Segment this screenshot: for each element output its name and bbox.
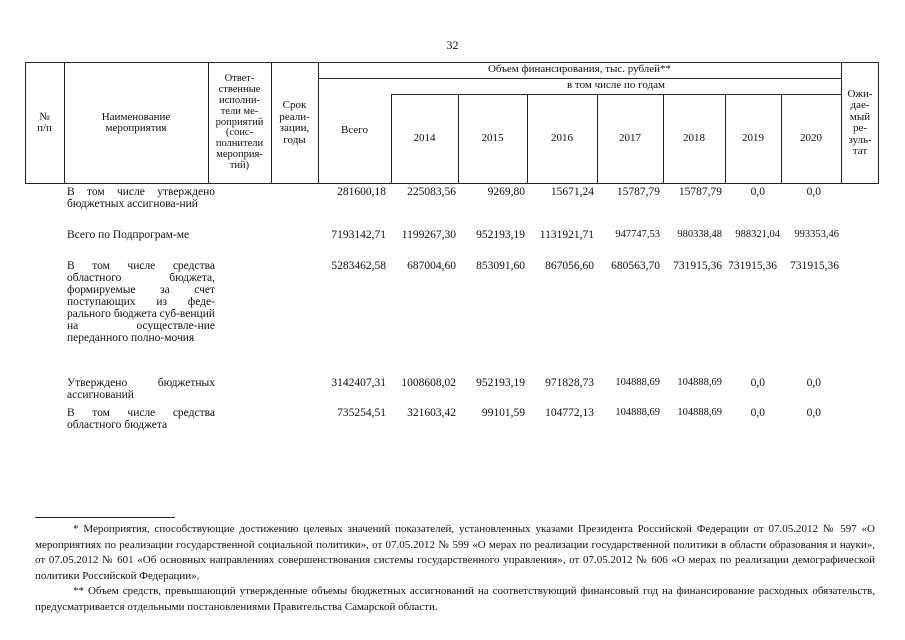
row-name: Всего по Подпрограм-ме [67, 229, 190, 241]
value-2017: 15787,79 [616, 186, 660, 198]
value-2019: 0,0 [750, 407, 765, 419]
footnote-2: ** Объем средств, превышающий утвержденные объемы бюджетных ассигнований на соответствующий финансовый год на финансирование расходных обязательств, предусматривается отдельными постановлениями Правительства Самарской области. [35, 585, 875, 613]
header-result: Ожи- дае- мый ре- зуль- тат [847, 87, 873, 157]
value-2017: 680563,70 [611, 260, 660, 272]
row-name: В том числе утверждено бюджетных ассигнова-ний [67, 186, 215, 210]
value-2015: 853091,60 [476, 260, 525, 272]
footnote-separator [35, 517, 175, 518]
header-year-2018: 2018 [683, 132, 705, 145]
value-2016: 1131921,71 [539, 229, 594, 241]
value-2016: 867056,60 [545, 260, 594, 272]
value-2015: 952193,19 [476, 229, 525, 241]
header-year-2015: 2015 [481, 132, 504, 145]
value-2018: 980338,48 [677, 229, 722, 240]
header-year-2014: 2014 [413, 132, 436, 145]
value-2016: 15671,24 [550, 186, 594, 198]
header-year-2016: 2016 [551, 132, 573, 145]
value-2017: 104888,69 [615, 377, 660, 388]
value-2014: 321603,42 [407, 407, 456, 419]
total-value: 5283462,58 [331, 260, 386, 272]
value-2015: 952193,19 [476, 377, 525, 389]
value-2019: 731915,36 [728, 260, 777, 272]
value-2014: 687004,60 [407, 260, 456, 272]
value-2015: 9269,80 [487, 186, 525, 198]
total-value: 735254,51 [337, 407, 386, 419]
value-2020: 993353,46 [794, 229, 839, 240]
total-value: 7193142,71 [331, 229, 386, 241]
header-responsible: Ответ- ственные исполни- тели ме- роприятий (соис- полнители мероприя- тий) [215, 73, 264, 171]
footnote-1: * Мероприятия, способствующие достижению целевых значений показателей, установленных указами Президента Российской Федерации от 07.05.2012 № 597 «О мероприятиях по реализации государственной социальной политики», от 07.05.2012 № 599 «О мерах по реализации государственной политики в области образования и науки», от 07.05.2012 № 601 «Об основных направлениях совершенствования системы государственного управления», от 07.05.2012 № 606 «О мерах по реализации демографической политики Российской Федерации». [35, 523, 875, 582]
header-name: Наименование мероприятия [101, 110, 171, 134]
value-2017: 104888,69 [615, 407, 660, 418]
value-2016: 971828,73 [545, 377, 594, 389]
value-2018: 15787,79 [678, 186, 722, 198]
page-number: 32 [446, 38, 459, 52]
header-by-years: в том числе по годам [566, 79, 666, 92]
value-2014: 1008608,02 [401, 377, 456, 389]
header-year-2017: 2017 [619, 132, 641, 145]
value-2015: 99101,59 [481, 407, 525, 419]
value-2020: 0,0 [806, 186, 821, 198]
row-name: В том числе средства областного бюджета [67, 407, 215, 431]
value-2020: 0,0 [806, 377, 821, 389]
value-2019: 0,0 [750, 186, 765, 198]
header-total: Всего [341, 124, 368, 137]
value-2017: 947747,53 [615, 229, 660, 240]
value-2018: 104888,69 [677, 407, 722, 418]
value-2020: 0,0 [806, 407, 821, 419]
value-2020: 731915,36 [790, 260, 839, 272]
row-name: Утверждено бюджетных ассигнований [67, 377, 215, 401]
value-2018: 104888,69 [677, 377, 722, 388]
row-name: В том числе средства областного бюджета, формируемые за счет поступающих из феде-рального бюджета суб-венций на осуществле-ние переданного полно-мочия [67, 260, 215, 344]
total-value: 3142407,31 [331, 377, 386, 389]
header-finance: Объем финансирования, тыс. рублей** [487, 63, 672, 76]
value-2018: 731915,36 [673, 260, 722, 272]
total-value: 281600,18 [337, 186, 386, 198]
header-year-2020: 2020 [800, 132, 822, 145]
value-2016: 104772,13 [545, 407, 594, 419]
value-2014: 225083,56 [407, 186, 456, 198]
header-num: № п/п [37, 110, 52, 134]
value-2019: 0,0 [750, 377, 765, 389]
value-2014: 1199267,30 [401, 229, 456, 241]
header-term: Срок реали- зации, годы [279, 99, 310, 146]
header-year-2019: 2019 [742, 132, 764, 145]
value-2019: 988321,04 [735, 229, 780, 240]
